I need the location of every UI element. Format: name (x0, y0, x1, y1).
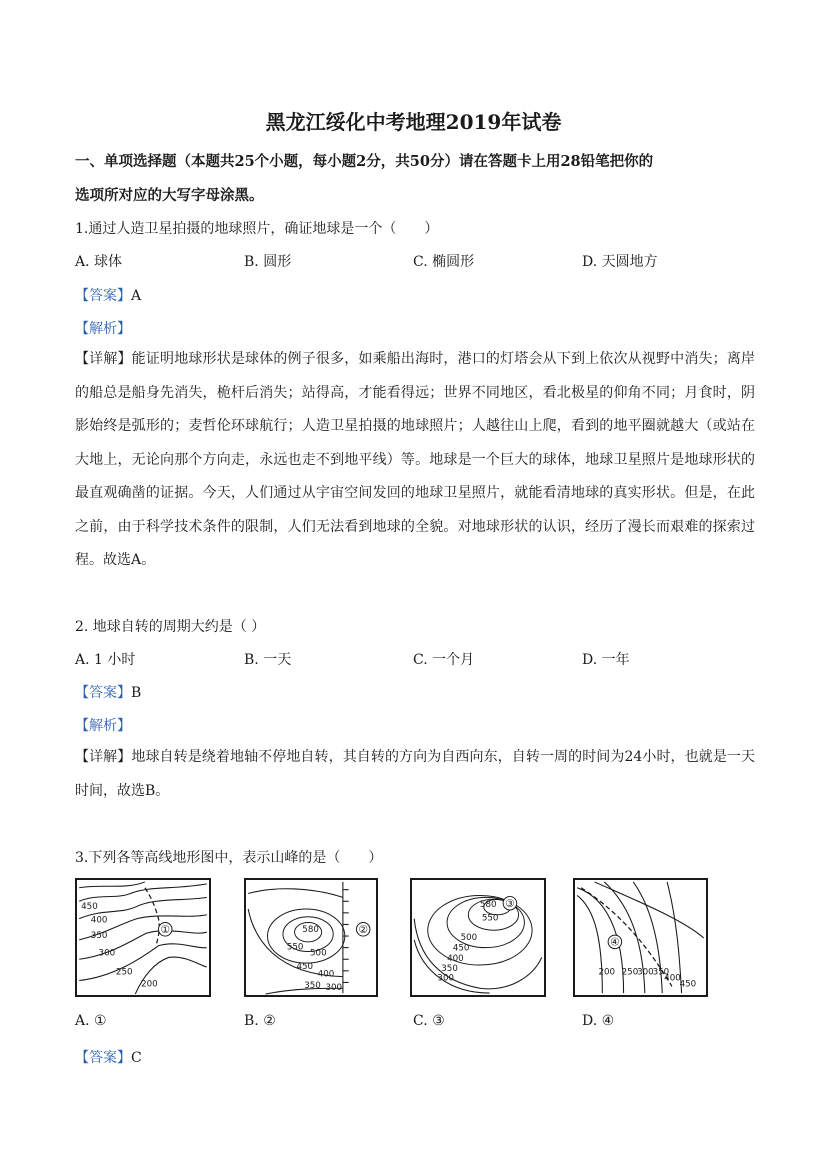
map-1-label-1: 450 (81, 901, 98, 912)
map-4-label-2: 250 (621, 967, 639, 978)
contour-map-4 (573, 878, 708, 997)
map-1-label-2: 400 (90, 915, 108, 926)
answer-value: B (131, 685, 142, 701)
question-2-stem: 2. 地球自转的周期大约是（ ） (75, 619, 266, 635)
map-4-label-1: 200 (598, 967, 616, 978)
q2-option-d: D. 一年 (582, 652, 630, 668)
q3-answer (75, 1047, 142, 1067)
q3-option-b: B. ② (244, 1013, 276, 1029)
answer-value: A (131, 288, 142, 304)
answer-label: 【答案】 (75, 288, 131, 304)
map-2-label-4: 450 (296, 961, 314, 972)
contour-map-4-drawing (575, 880, 706, 995)
question-3-stem: 3.下列各等高线地形图中，表示山峰的是（ ） (75, 850, 383, 866)
map-1-label-3: 350 (90, 930, 108, 941)
map-2-label-6: 350 (304, 981, 321, 992)
map-1-marker: ① (160, 923, 170, 937)
q1-answer (75, 285, 141, 305)
answer-label: 【答案】 (75, 685, 131, 701)
section-heading-line2: 选项所对应的大写字母涂黑。 (75, 187, 264, 204)
map-1-label-4: 300 (98, 948, 116, 959)
contour-map-3-drawing (412, 880, 544, 995)
question-1-stem: 1.通过人造卫星拍摄的地球照片，确证地球是一个（ ） (75, 221, 439, 237)
answer-value: C (131, 1050, 142, 1066)
map-2-label-1: 580 (302, 925, 319, 936)
answer-label: 【答案】 (75, 1050, 131, 1066)
map-4-label-4: 350 (652, 967, 670, 978)
contour-map-2 (244, 878, 378, 997)
map-3-marker: ③ (505, 897, 515, 911)
contour-map-2-drawing (246, 880, 376, 995)
q2-option-c: C. 一个月 (413, 652, 475, 668)
section-heading-line1: 一、单项选择题（本题共25个小题，每小题2分，共50分）请在答题卡上用28铅笔把你的 (75, 153, 654, 170)
map-1-label-5: 250 (115, 967, 133, 978)
q3-option-a: A. ① (75, 1013, 107, 1029)
q3-option-d: D. ④ (582, 1013, 615, 1029)
map-4-label-5: 400 (664, 973, 681, 984)
map-2-label-3: 500 (310, 948, 327, 959)
q2-answer (75, 682, 141, 702)
map-3-label-1: 580 (479, 900, 497, 911)
map-2-label-5: 400 (317, 969, 335, 980)
map-4-label-3: 300 (637, 967, 654, 978)
map-2-label-7: 300 (325, 983, 343, 994)
q1-option-b: B. 圆形 (244, 254, 292, 270)
map-3-label-3: 500 (460, 932, 478, 943)
q1-option-d: D. 天圆地方 (582, 254, 658, 270)
map-2-marker: ② (358, 923, 368, 937)
map-2-label-2: 550 (286, 942, 304, 953)
q3-option-c: C. ③ (413, 1013, 445, 1029)
contour-map-1-drawing (77, 880, 209, 995)
map-3-label-4: 450 (452, 943, 470, 954)
q1-detail: 【详解】能证明地球形状是球体的例子很多，如乘船出海时，港口的灯塔会从下到上依次从视野中消失；离岸的船总是船身先消失，桅杆后消失；站得高，才能看得远；世界不同地区，看北极星的仰角不同；月食时，阴影始终是弧形的；麦哲伦环球航行；人造卫星拍摄的地球照片；人越往山上爬，看到的地平圈就越大（或站在大地上，无论向那个方向走，永远也走不到地平线）等。地球是一个巨大的球体，地球卫星照片是地球形状的最直观确凿的证据。今天，人们通过从宇宙空间发回的地球卫星照片，就能看清地球的真实形状。但是，在此之前，由于科学技术条件的限制，人们无法看到地球的全貌。对地球形状的认识，经历了漫长而艰难的探索过程。故选A。 (75, 351, 755, 568)
map-3-label-7: 300 (437, 973, 455, 984)
page-title: 黑龙江绥化中考地理2019年试卷 (265, 110, 562, 134)
map-4-marker: ④ (610, 935, 620, 949)
contour-map-1 (75, 878, 211, 997)
q2-detail: 【详解】地球自转是绕着地轴不停地自转，其自转的方向为自西向东，自转一周的时间为24小时，也就是一天时间，故选B。 (75, 749, 755, 799)
q1-analysis-label: 【解析】 (75, 321, 131, 337)
map-3-label-6: 350 (441, 963, 458, 974)
map-1-label-6: 200 (141, 979, 158, 990)
q1-option-a: A. 球体 (75, 254, 123, 270)
q1-option-c: C. 椭圆形 (413, 254, 475, 270)
q2-option-a: A. 1 小时 (75, 652, 136, 668)
map-3-label-5: 400 (447, 954, 464, 965)
contour-map-3 (410, 878, 546, 997)
map-4-label-6: 450 (679, 979, 697, 990)
map-3-label-2: 550 (481, 913, 499, 924)
q2-analysis-label: 【解析】 (75, 718, 131, 734)
q2-option-b: B. 一天 (244, 652, 292, 668)
